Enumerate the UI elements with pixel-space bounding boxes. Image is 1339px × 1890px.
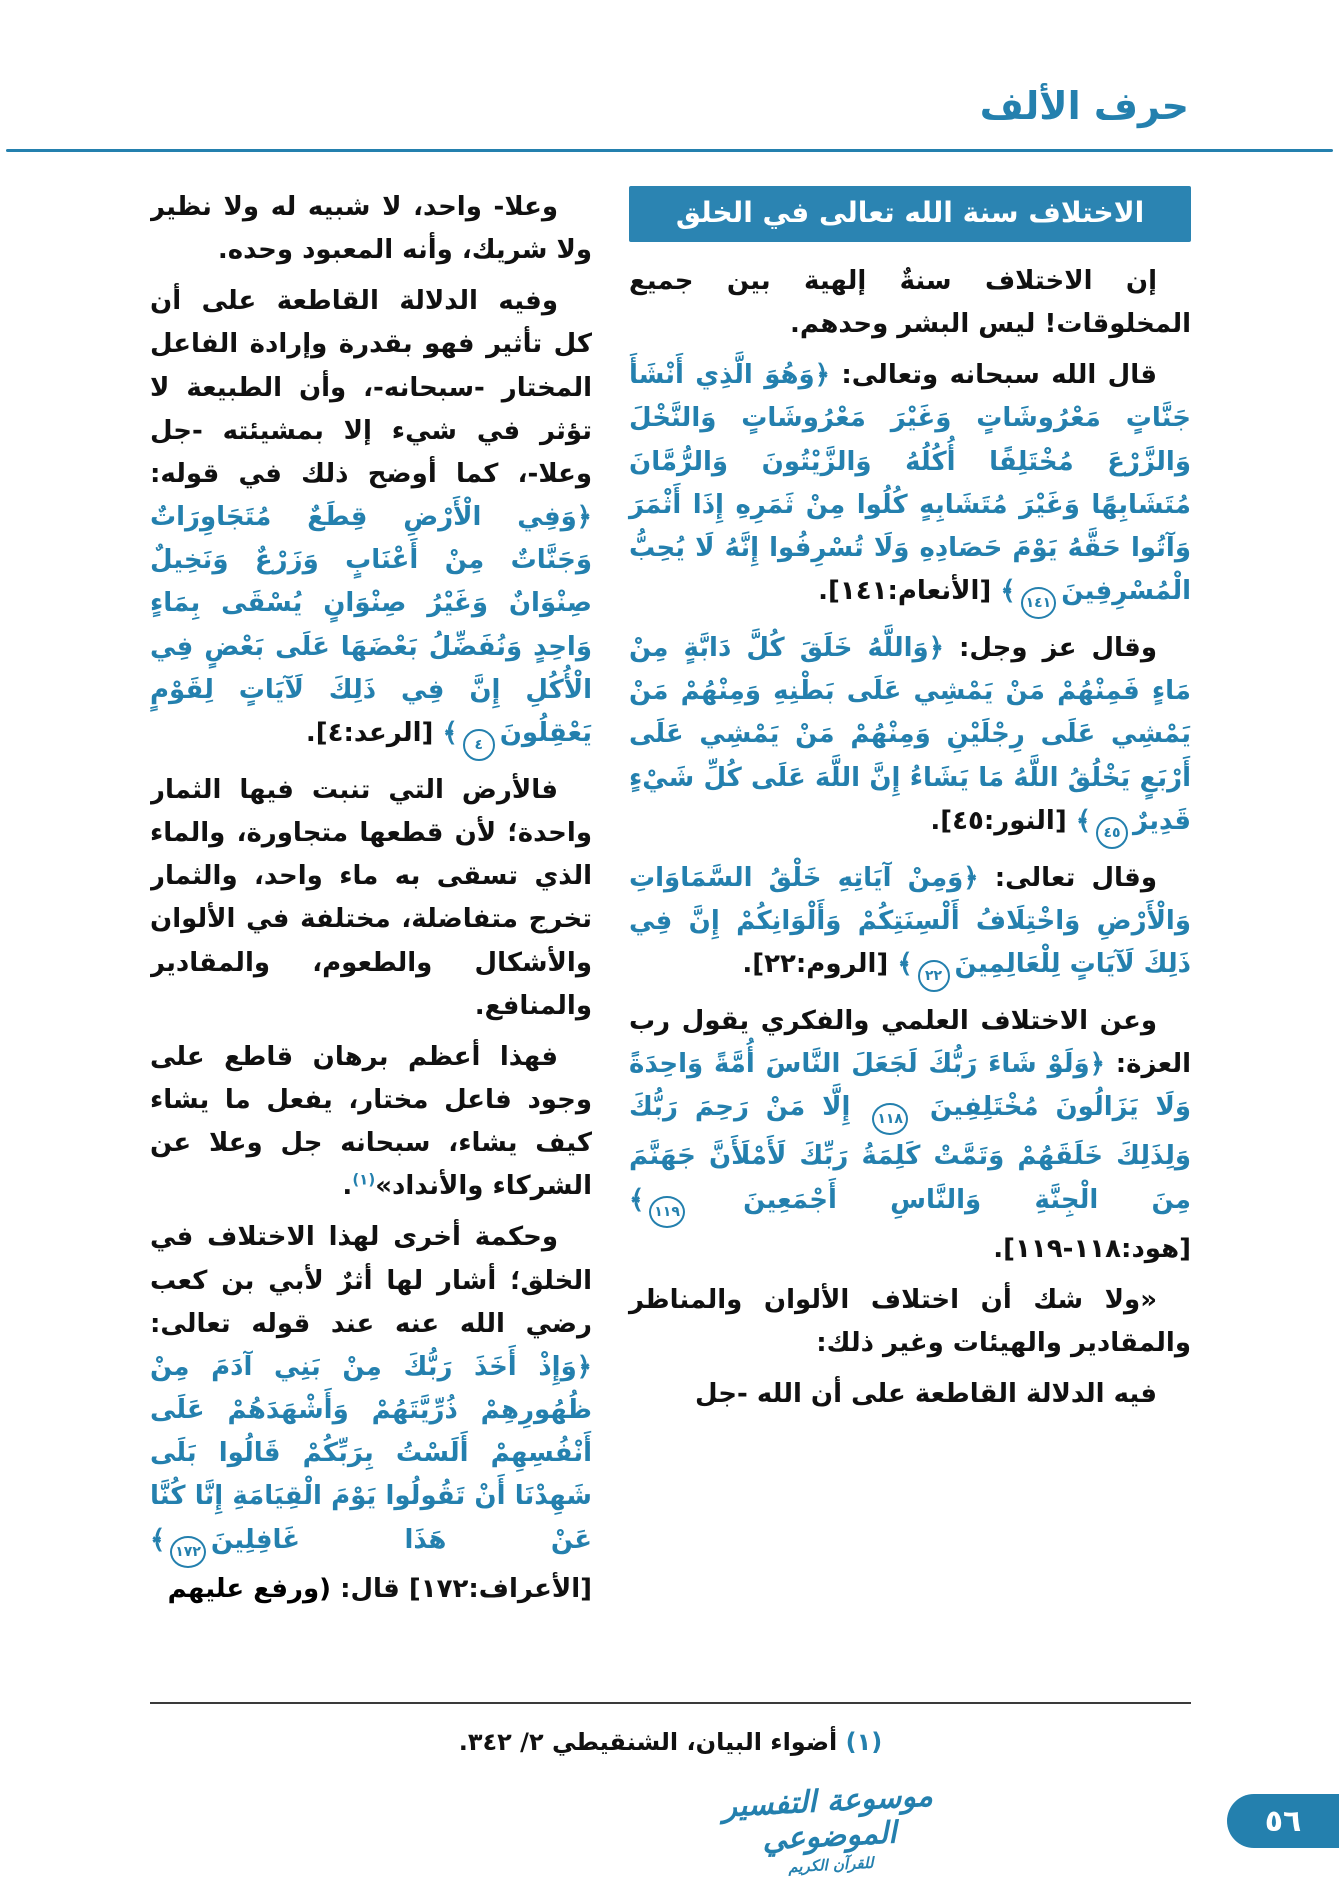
paragraph [629, 1000, 1191, 1271]
quran-verse-text: ﴿وَاللَّهُ خَلَقَ كُلَّ دَابَّةٍ مِنْ مَاءٍ فَمِنْهُمْ مَنْ يَمْشِي عَلَى بَطْنِهِ وَمِنْهُمْ مَنْ يَمْشِي عَلَى رِجْلَيْنِ وَمِنْهُمْ مَنْ يَمْشِي عَلَى أَرْبَعٍ يَخْلُقُ اللَّهُ مَا يَشَاءُ إِنَّ اللَّهَ عَلَى كُلِّ شَيْءٍ قَدِيرٌ [629, 633, 1191, 836]
paragraph [629, 1373, 1191, 1416]
ayah-number-badge: ٢٢ [918, 960, 950, 992]
quran-verse-text: ﴿وَمِنْ آيَاتِهِ خَلْقُ السَّمَاوَاتِ وَالْأَرْضِ وَاخْتِلَافُ أَلْسِنَتِكُمْ وَأَلْوَانِكُمْ إِنَّ فِي ذَلِكَ لَآيَاتٍ لِلْعَالِمِينَ [629, 862, 1191, 980]
verse-reference: [الأعراف:١٧٢] [408, 1573, 592, 1604]
paragraph [629, 627, 1191, 849]
section-title: الاختلاف سنة الله تعالى في الخلق [629, 186, 1191, 242]
body-text: وقال عز وجل: [943, 633, 1157, 664]
ayah-number-badge: ١٤١ [1021, 587, 1057, 619]
body-text: وعلا- واحد، لا شبيه له ولا نظير ولا شريك، وأنه المعبود وحده. [150, 192, 592, 266]
paragraph [629, 857, 1191, 992]
footnote-area [150, 1702, 1191, 1780]
publisher-logo-subtitle: للقرآن الكريم [787, 1853, 874, 1877]
ayah-number-badge: ١١٩ [649, 1196, 685, 1228]
ayah-number-badge: ٤٥ [1096, 817, 1128, 849]
publisher-logo-title: موسوعة التفسير الموضوعي [721, 1778, 934, 1857]
quran-verse-text: ﴾ [897, 949, 913, 980]
ayah-number-badge: ١١٨ [872, 1103, 908, 1135]
quran-verse-text: ﴿وَهُوَ الَّذِي أَنْشَأَ جَنَّاتٍ مَعْرُوشَاتٍ وَغَيْرَ مَعْرُوشَاتٍ وَالنَّخْلَ وَالزَّرْعَ مُخْتَلِفًا أُكُلُهُ وَالزَّيْتُونَ وَالرُّمَّانَ مُتَشَابِهًا وَغَيْرَ مُتَشَابِهٍ كُلُوا مِنْ ثَمَرِهِ إِذَا أَثْمَرَ وَآتُوا حَقَّهُ يَوْمَ حَصَادِهِ وَلَا تُسْرِفُوا إِنَّهُ لَا يُحِبُّ الْمُسْرِفِينَ [629, 360, 1191, 607]
body-text: أضواء البيان، الشنقيطي ٢/ ٣٤٢. [458, 1728, 838, 1756]
footnote-text [150, 1728, 1191, 1756]
quran-verse-text: ﴿وَفِي الْأَرْضِ قِطَعٌ مُتَجَاوِرَاتٌ وَجَنَّاتٌ مِنْ أَعْنَابٍ وَزَرْعٌ وَنَخِيلٌ صِنْوَانٌ وَغَيْرُ صِنْوَانٍ يُسْقَى بِمَاءٍ وَاحِدٍ وَنُفَضِّلُ بَعْضَهَا عَلَى بَعْضٍ فِي الْأُكُلِ إِنَّ فِي ذَلِكَ لَآيَاتٍ لِقَوْمٍ يَعْقِلُونَ [150, 502, 592, 748]
quran-verse-text: ﴾ [1000, 576, 1016, 607]
quran-verse-text: ﴿وَلَوْ شَاءَ رَبُّكَ لَجَعَلَ النَّاسَ أُمَّةً وَاحِدَةً وَلَا يَزَالُونَ مُخْتَلِفِينَ [629, 1049, 1191, 1123]
paragraph [629, 354, 1191, 619]
chapter-header: حرف الألف [979, 84, 1189, 128]
paragraph [150, 1036, 592, 1209]
verse-reference: [الأنعام:١٤١]. [818, 576, 1001, 607]
column-left [150, 186, 592, 1691]
quran-verse-text: ﴾ [150, 1524, 166, 1555]
emphasis-text: (ورفع عليهم [167, 1573, 332, 1604]
body-text: قال: [331, 1573, 409, 1604]
page-number-badge: ٥٦ [1227, 1794, 1339, 1848]
body-text: فالأرض التي تنبت فيها الثمار واحدة؛ لأن قطعها متجاورة، والماء الذي تسقى به ماء واحد، والثمار تخرج متفاضلة، مختلفة في الألوان والأشكال والطعوم، والمقادير والمنافع. [150, 774, 592, 1021]
verse-reference: [الرعد:٤]. [305, 717, 443, 748]
body-text: وعن الاختلاف العلمي والفكري يقول رب العزة: [629, 1006, 1191, 1080]
body-text: وفيه الدلالة القاطعة على أن كل تأثير فهو بقدرة وإرادة الفاعل المختار -سبحانه-، وأن الطبيعة لا تؤثر في شيء إلا بمشيئته -جل وعلا-، كما أوضح ذلك في قوله: [150, 286, 592, 489]
publisher-logo [662, 1776, 996, 1882]
body-text: فيه الدلالة القاطعة على أن الله -جل [695, 1378, 1157, 1409]
paragraph [150, 769, 592, 1028]
verse-reference: [هود:١١٨-١١٩]. [993, 1233, 1191, 1264]
quran-verse-text: ﴾ [1075, 805, 1092, 836]
body-text: قال الله سبحانه وتعالى: [829, 360, 1157, 391]
verse-reference: [الروم:٢٢]. [742, 949, 898, 980]
column-right-paragraphs [629, 260, 1191, 1416]
quran-verse-text: إِلَّا مَنْ رَحِمَ رَبُّكَ وَلِذَلِكَ خَلَقَهُمْ وَتَمَّتْ كَلِمَةُ رَبِّكَ لَأَمْلَأَنَّ جَهَنَّمَ مِنَ الْجِنَّةِ وَالنَّاسِ أَجْمَعِينَ [629, 1092, 1191, 1215]
ayah-number-badge: ١٧٢ [170, 1536, 206, 1568]
verse-reference: [النور:٤٥]. [930, 805, 1076, 836]
header-divider [6, 149, 1333, 152]
body-text: «ولا شك أن اختلاف الألوان والمناظر والمقادير والهيئات وغير ذلك: [629, 1284, 1191, 1358]
quran-verse-text: ﴾ [629, 1184, 645, 1215]
quran-verse-text: ﴾ [442, 717, 458, 748]
body-text: . [342, 1171, 353, 1202]
paragraph [150, 186, 592, 272]
paragraph [150, 1216, 592, 1610]
body-text: وحكمة أخرى لهذا الاختلاف في الخلق؛ أشار لها أثرٌ لأبي بن كعب رضي الله عنه عند قوله تعالى: [150, 1222, 592, 1339]
footnote-marker: (١) [352, 1170, 376, 1189]
column-left-paragraphs [150, 186, 592, 1611]
paragraph [629, 260, 1191, 346]
body-text: وقال تعالى: [978, 862, 1157, 893]
footnote-number: (١) [837, 1728, 883, 1756]
body-text: فهذا أعظم برهان قاطع على وجود فاعل مختار، يفعل ما يشاء كيف يشاء، سبحانه جل وعلا عن الشركاء والأنداد» [150, 1041, 592, 1202]
page-content [150, 186, 1191, 1691]
paragraph [629, 1279, 1191, 1365]
body-text: إن الاختلاف سنةٌ إلهية بين جميع المخلوقات! ليس البشر وحدهم. [629, 266, 1191, 340]
quran-verse-text: ﴿وَإِذْ أَخَذَ رَبُّكَ مِنْ بَنِي آدَمَ مِنْ ظُهُورِهِمْ ذُرِّيَّتَهُمْ وَأَشْهَدَهُمْ عَلَى أَنْفُسِهِمْ أَلَسْتُ بِرَبِّكُمْ قَالُوا بَلَى شَهِدْنَا أَنْ تَقُولُوا يَوْمَ الْقِيَامَةِ إِنَّا كُنَّا عَنْ هَذَا غَافِلِينَ [150, 1351, 592, 1555]
column-right [629, 186, 1191, 1691]
paragraph [150, 280, 592, 761]
footnote-divider [150, 1702, 1191, 1704]
ayah-number-badge: ٤ [463, 729, 495, 761]
